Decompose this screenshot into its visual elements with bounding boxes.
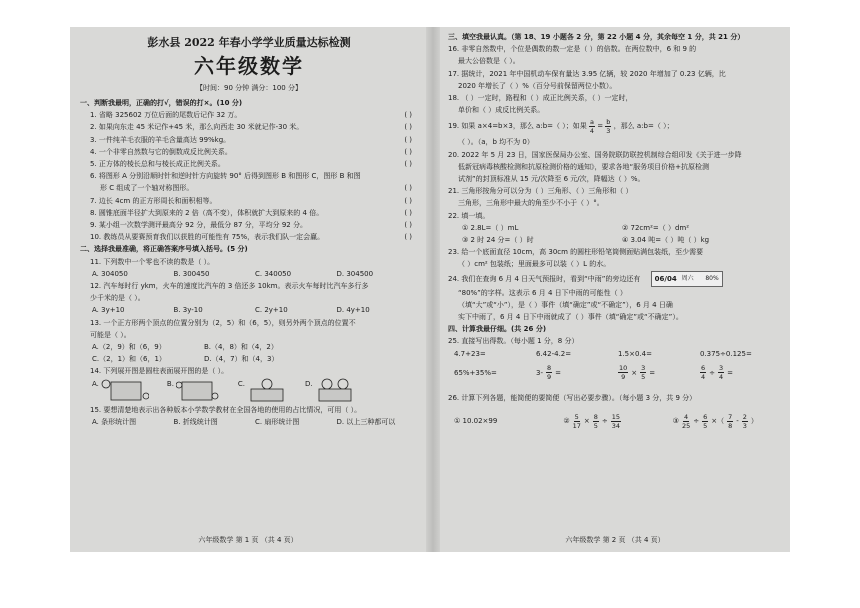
option-a[interactable]: A. 304050 — [92, 269, 128, 278]
question-24: 24. 我们在查询 6 月 4 日天气预报时，看到“中雨”的旁边还有 06/04 周六 80% — [448, 271, 782, 287]
question-12-cont: 少千米的是（ ）。 — [90, 294, 145, 303]
exam-meta: 【时间：90 分钟 满分：100 分】 — [196, 84, 302, 92]
rain-cloud-icon: 80% — [705, 274, 719, 282]
option-a[interactable]: A. 3y+10 — [92, 306, 125, 315]
question-22-row-1: ① 2.8L=（ ）mL ② 72cm²=（ ）dm² — [462, 223, 690, 232]
judge-item-4: 4. 一个非零自然数与它的倒数成反比例关系。 ( ) — [80, 146, 418, 158]
judge-blank[interactable]: ( ) — [404, 184, 412, 193]
question-13-options-1 — [80, 341, 418, 353]
question-14-figures — [80, 378, 418, 404]
option-a[interactable]: A.（2，9）和（6，9） — [92, 343, 166, 352]
judge-item-9: 9. 某小组一次数学测评最高分 92 分，最低分 87 分，平均分 92 分。 ( ) — [80, 219, 418, 231]
net-figure-d — [315, 378, 355, 402]
option-d[interactable]: D. 以上三种都可以 — [336, 417, 396, 426]
question-11-options — [80, 268, 418, 280]
question-24-cont-1: “80%”的字样。这表示 6 月 4 日下中雨的可能性（ ） — [458, 288, 627, 297]
question-20: 20. 2022 年 5 月 23 日，国家医保局办公室、国务院联防联控机制综合组印发《关于进一步降 — [448, 150, 742, 159]
option-b[interactable]: B. 折线统计图 — [173, 417, 218, 426]
question-21-cont: 三角形，三角形中最大的角至少不小于（ ）°。 — [458, 199, 604, 208]
section-1-title: 一、判断我最明，正确的打√，错误的打×。(10 分) — [80, 99, 243, 107]
judge-blank[interactable]: ( ) — [404, 123, 412, 132]
option-d[interactable]: D. — [305, 378, 355, 402]
option-b[interactable]: B. 300450 — [173, 269, 210, 278]
question-23-cont: （ ）cm² 包装纸；里面最多可以装（ ）L 的水。 — [458, 260, 611, 269]
exam-title: 彭水县 2022 年春小学学业质量达标检测 — [147, 36, 351, 49]
question-20-cont-2: 试剂”的封顶标准从 15 元/次降至 6 元/次，降幅达（ ）%。 — [458, 175, 645, 184]
question-23: 23. 给一个底面直径 10cm，高 30cm 的圆柱形铅笔筒侧面贴满包装纸，至少需要 — [448, 248, 704, 257]
question-12-options — [80, 304, 418, 316]
judge-blank[interactable]: ( ) — [404, 208, 412, 217]
judge-item-3: 3. 一件纯羊毛衣服的羊毛含量高达 99%kg。 ( ) — [80, 134, 418, 146]
judge-blank[interactable]: ( ) — [404, 221, 412, 230]
question-22: 22. 填一填。 — [448, 211, 490, 220]
weather-forecast-card: 06/04 周六 80% — [651, 271, 723, 287]
judge-item-7: 7. 边长 4cm 的正方形周长和面积相等。 ( ) — [80, 195, 418, 207]
question-24-cont-3: 实下中雨了，6 月 4 日下中雨就成了（ ）事件（填“确定”或“不确定”）。 — [458, 313, 683, 322]
question-26: 26. 计算下列各题，能简便的要简便（写出必要步骤）。（每小题 3 分，共 9 分） — [448, 393, 697, 402]
option-d[interactable]: D. 304500 — [336, 269, 374, 278]
question-25-row-1: 4.7+23= 6.42-4.2= 1.5×0.4= 0.375÷0.125= — [454, 349, 752, 358]
section-3-title: 三、填空我最认真。（第 18、19 小题各 2 分，第 22 小题 4 分，其余每空 1 分，共 21 分） — [448, 33, 745, 41]
judge-item-8: 8. 圆锥底面半径扩大到原来的 2 倍（高不变），体积就扩大到原来的 4 倍。 ( ) — [80, 207, 418, 219]
judge-blank[interactable]: ( ) — [404, 111, 412, 120]
question-21: 21. 三角形按角分可以分为（ ）三角形、（ ）三角形和（ ） — [448, 187, 633, 196]
option-c[interactable]: C.（2，1）和（6，1） — [92, 355, 166, 364]
judge-item-5: 5. 正方体的棱长总和与棱长成正比例关系。 ( ) — [80, 158, 418, 170]
net-figure-a — [101, 378, 149, 402]
question-24-cont-2: （填“大”或“小”），是（ ）事件（填“确定”或“不确定”），6 月 4 日确 — [458, 300, 673, 309]
judge-blank[interactable]: ( ) — [404, 135, 412, 144]
question-16-cont: 最大公倍数是（ ）。 — [458, 57, 520, 66]
question-14: 14. 下列展开图是圆柱表面展开图的是（ ）。 — [90, 367, 229, 376]
judge-blank[interactable]: ( ) — [404, 233, 412, 242]
question-13: 13. 一个正方形两个顶点的位置分别为（2，5）和（6，5），则另外两个顶点的位置不 — [90, 318, 356, 327]
option-c[interactable]: C. 2y+10 — [255, 306, 288, 315]
page-2 — [440, 27, 790, 552]
judge-list — [80, 109, 418, 243]
question-12: 12. 汽车每时行 ykm，火车的速度比汽车的 3 倍还多 10km。表示火车每时比汽车多行多 — [90, 282, 369, 291]
judge-item-2: 2. 如果向东走 45 米记作+45 米，那么向西走 30 米就记作-30 米。 ( ) — [80, 121, 418, 133]
option-c[interactable]: C. — [238, 378, 287, 402]
question-20-cont-1: 低新冠病毒核酸检测和抗原检测价格的通知》，要求各地“服务项目价格+抗原检测 — [458, 162, 709, 171]
page-footer: 六年级数学 第 1 页 （共 4 页） — [198, 535, 298, 544]
option-b[interactable]: B. 3y-10 — [173, 306, 203, 315]
question-11: 11. 下列数中一个零也不读的数是（ ）。 — [90, 257, 215, 266]
question-19-cont: （ ）。（a，b 均不为 0） — [458, 138, 534, 147]
question-15: 15. 要想清楚地表示出各种版本小学数学教材在全国各地的使用的占比情况，可用（ ）。 — [90, 405, 362, 414]
page-footer: 六年级数学 第 2 页 （共 4 页） — [565, 535, 665, 544]
question-19: 19. 如果 a×4=b×3，那么 a:b=（ ）；如果 $\frac{a}{4}$ = $\frac{b}{3}$ ，那么 a:b=（ ）； — [448, 117, 674, 135]
question-15-options — [80, 416, 418, 428]
book-spine — [426, 27, 440, 552]
question-13-cont: 可能是（ ）。 — [90, 330, 131, 339]
judge-item-1: 1. 省略 325602 万位后面的尾数后记作 32 万。 ( ) — [80, 109, 418, 121]
question-18: 18. （ ）一定时，路程和（ ）成正比例关系，（ ）一定时， — [448, 94, 633, 103]
option-b[interactable]: B. — [167, 378, 220, 402]
judge-blank[interactable]: ( ) — [404, 147, 412, 156]
question-22-row-2: ③ 2 时 24 分=（ ）时 ④ 3.04 吨=（ ）吨（ ）kg — [462, 236, 710, 245]
exam-paper-spread — [70, 27, 790, 552]
option-c[interactable]: C. 340050 — [255, 269, 292, 278]
question-26-items: ① 10.02×99 ② $\frac{5}{17}$ × $\frac{8}{5}$ ÷ $\frac{15}{34}$ ③ $\frac{4}{25}$ ÷ $\frac{6}{5}$ ×（ $\frac{7}{8}$ - $\frac{2}{3}$ ） — [454, 412, 758, 430]
question-18-cont: 单价和（ ）成反比例关系。 — [458, 106, 545, 115]
question-17: 17. 据统计，2021 年中国机动车保有量达 3.95 亿辆，较 2020 年增加了 0.23 亿辆，比 — [448, 69, 726, 78]
question-13-options-2 — [80, 353, 418, 365]
fraction: $\frac{a}{4}$ — [589, 117, 595, 135]
question-16: 16. 非零自然数中，个位是偶数的数一定是（ ）的倍数。在两位数中，6 和 9 的 — [448, 45, 697, 54]
net-figure-c — [247, 378, 287, 402]
judge-blank[interactable]: ( ) — [404, 160, 412, 169]
page-1 — [70, 27, 426, 552]
section-4-title: 四、计算我最仔细。(共 26 分) — [448, 325, 547, 334]
option-d[interactable]: D. 4y+10 — [336, 306, 370, 315]
judge-item-6-cont: 形 C 组成了一个轴对称图形。 ( ) — [80, 182, 418, 194]
option-a[interactable]: A. 条形统计图 — [92, 417, 137, 426]
section-2-title: 二、选择我最准确，将正确答案序号填入括号。(5 分) — [80, 245, 248, 254]
option-c[interactable]: C. 扇形统计图 — [255, 417, 300, 426]
question-25: 25. 直接写出得数。（每小题 1 分，8 分） — [448, 337, 579, 346]
judge-item-10: 10. 教练员从要赛预育我们以获胜的可能性有 75%，表示我们队一定会赢。 ( ) — [80, 231, 418, 243]
option-a[interactable]: A. — [92, 378, 149, 402]
judge-blank[interactable]: ( ) — [404, 196, 412, 205]
judge-item-6: 6. 将图形 A 分别沿顺时针和逆时针方向旋转 90° 后得到图形 B 和图形 C，图形 B 和图 — [90, 172, 361, 181]
option-b[interactable]: B.（4，8）和（4，2） — [204, 343, 278, 352]
question-25-row-2: 65%+35%= 3- $\frac{8}{9}$ = $\frac{10}{9}$ × $\frac{3}{5}$ = $\frac{6}{4}$ ÷ $\frac{3}{4}$ = — [454, 364, 734, 382]
fraction: $\frac{b}{3}$ — [606, 117, 611, 135]
question-17-cont: 2020 年增长了（ ）%（百分号前保留两位小数）。 — [458, 81, 617, 90]
net-figure-b — [176, 378, 220, 402]
exam-subject: 六年级数学 — [194, 54, 304, 78]
option-d[interactable]: D.（4，7）和（4，3） — [204, 355, 279, 364]
